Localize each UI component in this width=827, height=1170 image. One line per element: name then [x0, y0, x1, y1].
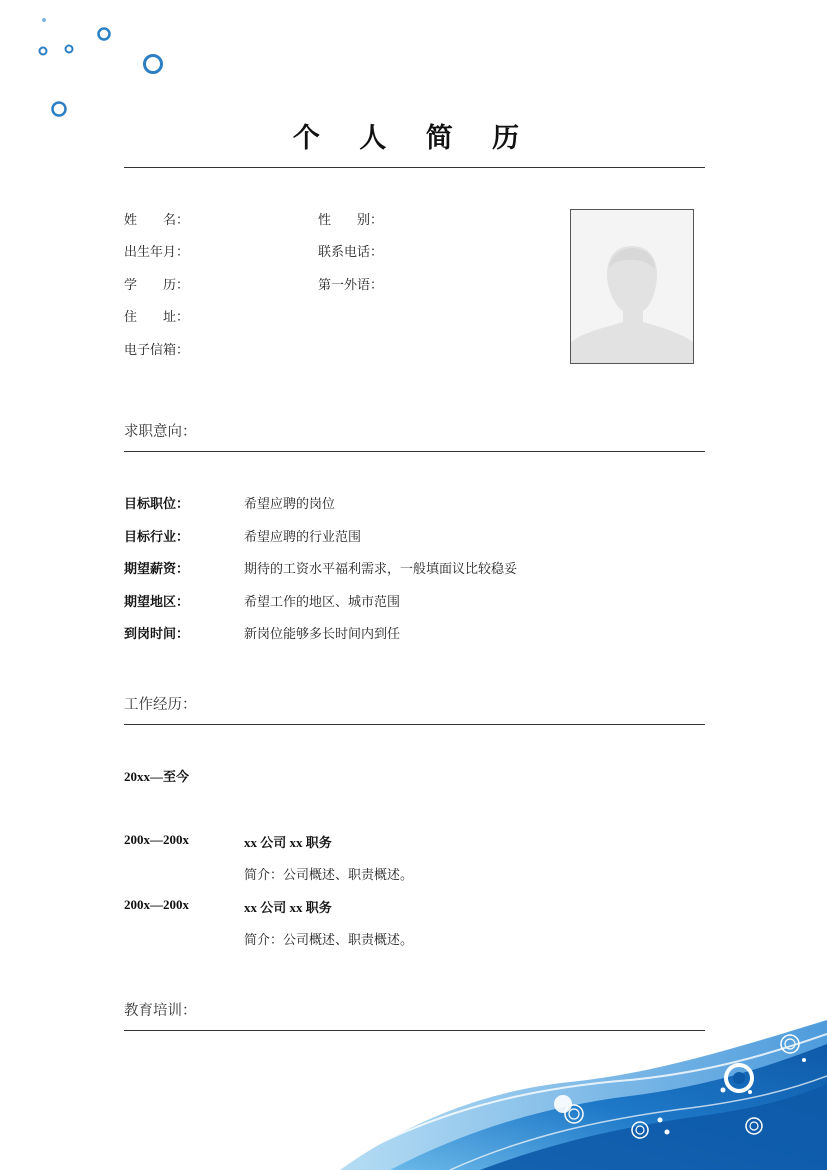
- work-period-1: 200x—200x: [124, 832, 189, 847]
- work-desc-2: 简介：公司概述、职责概述。: [244, 933, 414, 948]
- work-title-1: xx 公司 xx 职务: [244, 835, 332, 850]
- work-heading: 工作经历：: [124, 697, 197, 713]
- decorative-wave-bottom: [330, 1010, 827, 1170]
- address-label: 住 址：: [124, 310, 190, 325]
- target-industry-value: 希望应聘的行业范围: [244, 530, 362, 545]
- phone-label: 联系电话：: [318, 245, 384, 260]
- birth-label: 出生年月：: [124, 245, 190, 260]
- target-position-value: 希望应聘的岗位: [244, 497, 336, 512]
- expected-region-key: 期望地区：: [124, 595, 190, 610]
- current-period: 20xx—至今: [124, 769, 190, 784]
- work-desc-1: 简介：公司概述、职责概述。: [244, 868, 414, 883]
- job-intent-heading: 求职意向：: [124, 424, 197, 440]
- work-title-2: xx 公司 xx 职务: [244, 900, 332, 915]
- job-intent-divider: [124, 451, 705, 452]
- start-time-value: 新岗位能够多长时间内到任: [244, 627, 401, 642]
- language-label: 第一外语：: [318, 278, 384, 293]
- work-period-2: 200x—200x: [124, 897, 189, 912]
- start-time-key: 到岗时间：: [124, 627, 190, 642]
- gender-label: 性 别：: [318, 213, 384, 228]
- name-label: 姓 名：: [124, 213, 190, 228]
- person-silhouette-icon: [571, 210, 693, 363]
- work-divider: [124, 724, 705, 725]
- education-label: 学 历：: [124, 278, 190, 293]
- education-heading: 教育培训：: [124, 1003, 197, 1019]
- page-title: 个 人 简 历: [292, 123, 535, 154]
- title-divider: [124, 167, 705, 168]
- expected-salary-value: 期待的工资水平福利需求，一般填面议比较稳妥: [244, 562, 518, 577]
- expected-salary-key: 期望薪资：: [124, 562, 190, 577]
- decorative-circles-top: [0, 0, 200, 130]
- email-label: 电子信箱：: [124, 343, 190, 358]
- target-position-key: 目标职位：: [124, 497, 190, 512]
- expected-region-value: 希望工作的地区、城市范围: [244, 595, 401, 610]
- photo-placeholder[interactable]: [570, 209, 694, 364]
- target-industry-key: 目标行业：: [124, 530, 190, 545]
